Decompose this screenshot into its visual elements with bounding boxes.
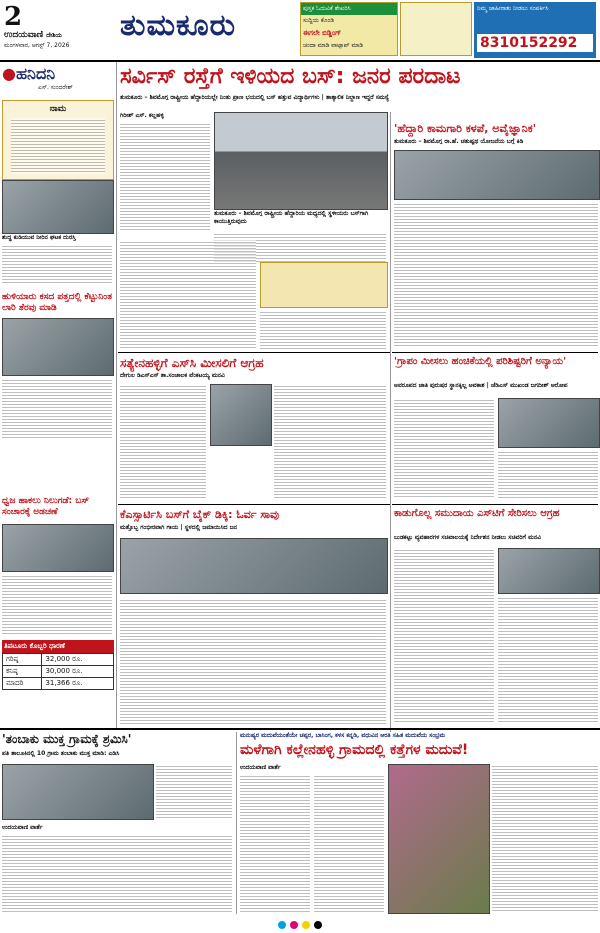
right2-text-right xyxy=(498,450,598,498)
lead-photo-caption: ತುಮಕೂರು – ಶಿವಮೊಗ್ಗ ರಾಷ್ಟ್ರೀಯ ಹೆದ್ದಾರಿಯ ಮಧ್ಯದಲ್ಲಿ ಸ್ಥಳೀಯರು ಬಸ್‌ಗಾಗಿ ಕಾಯುತ್ತಿರುವುದು xyxy=(214,210,369,225)
bottom-left-photo xyxy=(2,764,154,820)
table-row: ಕನಿಷ್ಠ 30,000 ರೂ. xyxy=(3,666,114,678)
right1-text xyxy=(394,202,598,348)
mid1-headline: ಸತ್ಯೇನಹಳ್ಳಿಗೆ ಎಸ್‌ಸಿ ಮೀಸಲಿಗೆ ಆಗ್ರಹ xyxy=(120,356,264,370)
sidebar-text-1 xyxy=(2,244,112,284)
lead-photo xyxy=(214,112,388,210)
lead-subheadline: ತುಮಕೂರು – ಶಿವಮೊಗ್ಗ ರಾಷ್ಟ್ರೀಯ ಹೆದ್ದಾರಿಯಲ್ಲೇ ನಿಂತು ಪ್ರಾಣ ಭಯದಲ್ಲಿ ಬಸ್ ಹತ್ತುವ ವಿದ್ಯಾರ್ಥಿಗಳು | ತಾತ್ಕಾಲಿಕ ನಿಲ್ದಾಣ ಇದ್ದರೆ ಸಮಸ್ಯೆ xyxy=(120,94,389,101)
sidebar-rule xyxy=(116,62,117,728)
right1-photo xyxy=(394,150,600,200)
lead-text-bottom2 xyxy=(260,310,386,350)
center-rule xyxy=(390,112,391,732)
right2-subheadline: ಅವರೂಪದ ಜಾತಿ ಪುರುಷರ ಸ್ಥಾನಕ್ಕಿಲ್ಲ ಅವಕಾಶ | ಜೆಡಿಎಸ್ ಮುಖಂಡ ಜಗದೀಶ್ ಆರೋಪ xyxy=(394,382,568,389)
bottom-right-headline: ಮಳೆಗಾಗಿ ಕಲ್ಲೇನಹಳ್ಳಿ ಗ್ರಾಮದಲ್ಲಿ ಕತ್ತೆಗಳ ಮದುವೆ! xyxy=(240,742,469,758)
sidebar-box: ನಾಮ xyxy=(2,100,114,180)
ad-banner-1[interactable]: ಪುಸ್ತಕ ಓದುವಿಕೆ ಶೇಖರಿಸಿ ಸುದ್ದಿಯ ಕೊಂಡಿ ಈಗಲೇ ಬಿಡ್ಡಿಂಗ್ ಚಂದಾ ಮಾಡಿ ವಾಟ್ಸಾಪ್ ಮಾಡಿ xyxy=(300,2,398,56)
sidebar-photo xyxy=(2,180,114,234)
right1-subheadline: ತುಮಕೂರು – ಶಿವಮೊಗ್ಗ ರಾ.ಹೆ. ಚತುಷ್ಪಥ ಯೋಜನೆಯ ಬಗ್ಗೆ ಕಿಡಿ xyxy=(394,138,524,145)
bottom-right-text-3 xyxy=(492,764,598,912)
mid2-headline: ಕೆಎಸ್ಸಾರ್ಟಿಸಿ ಬಸ್‌ಗೆ ಬೈಕ್ ಡಿಕ್ಕಿ: ಓರ್ವ ಸಾವು xyxy=(120,508,280,521)
sidebar-story2-photo xyxy=(2,318,114,376)
mid2-subheadline: ಮತ್ತೊಬ್ಬ ಗಂಭೀರವಾಗಿ ಗಾಯ | ಸ್ಥಳದಲ್ಲಿ ಜಮಾಯಿಸಿದ ಜನ xyxy=(120,524,238,531)
right3-subheadline: ಬುಡಕಟ್ಟು ವ್ಯವಹಾರಗಳ ಸಚಿವಾಲಯಕ್ಕೆ ನಿರ್ದೇಶನ ನೀಡಲು ಸಚಿವರಿಗೆ ಮನವಿ xyxy=(394,534,542,541)
bottom-left-dateline: ಉದಯವಾಣಿ ವಾರ್ತೆ xyxy=(2,824,43,831)
right2-photo xyxy=(498,398,600,448)
sidebar-photo-caption: ಶುದ್ಧ ಕುಡಿಯುವ ನೀರಿನ ಘಟಕ ದುರಸ್ತಿ xyxy=(2,234,76,241)
section-rule-3 xyxy=(118,504,390,505)
header-rule xyxy=(0,60,600,62)
bottom-left-text-right xyxy=(156,764,232,820)
mid1-text-left xyxy=(120,384,206,500)
lead-text-left xyxy=(120,122,210,232)
right1-headline: 'ಹೆದ್ದಾರಿ ಕಾಮಗಾರಿ ಕಳಪೆ, ಅವೈಜ್ಞಾನಿಕ' xyxy=(394,122,537,135)
registration-marks xyxy=(0,914,600,926)
sidebar-story3-photo xyxy=(2,524,114,572)
paper-name: ಉದಯವಾಣಿ ದೇಶಿಯ xyxy=(4,30,62,40)
sidebar-brand: ●ಹನಿದನಿ xyxy=(2,64,56,83)
mid1-subheadline: ದೇಗುಲ ಡಿಎಸ್‌ಎಸ್ ತಾ.ಸಂಚಾಲಕ ವೆಂಕಟಯ್ಯ ಮನವಿ xyxy=(120,372,225,379)
bottom-left-subheadline: ಪತಿ ತಾಲೂಕಿನಲ್ಲಿ 10 ಗ್ರಾಮ ತಂಬಾಕು ಮುಕ್ತ ಮಾಡಿ: ಎಡಿಸಿ xyxy=(2,750,120,757)
right3-text-right xyxy=(498,596,598,724)
bottom-right-photo xyxy=(388,764,490,914)
mid2-text xyxy=(120,598,386,724)
issue-date: ಮಂಗಳವಾರ, ಆಗಸ್ಟ್ 7, 2026 xyxy=(4,42,70,49)
edition-title: ತುಮಕೂರು xyxy=(120,8,237,43)
brand-mark-icon: ● xyxy=(2,64,16,83)
lead-highlight-box xyxy=(260,262,388,308)
table-row: ಮಾದರಿ 31,366 ರೂ. xyxy=(3,678,114,690)
ad-banner-3[interactable]: ನಿಮ್ಮ ಜಾಹೀರಾತು ನೀಡಲು ಸಂಪರ್ಕಿಸಿ 8310152292 xyxy=(474,2,596,58)
sidebar-byline: ಎಸ್. ಸುಂದರೇಶ್ xyxy=(38,84,73,91)
bottom-rule xyxy=(0,728,600,730)
mid1-text-right xyxy=(274,384,386,500)
mid1-photo xyxy=(210,384,272,446)
section-rule-1 xyxy=(118,352,390,353)
bottom-left-headline: 'ತಂಬಾಕು ಮುಕ್ತ ಗ್ರಾಮಕ್ಕೆ ಶ್ರಮಿಸಿ' xyxy=(2,732,132,746)
mid2-photo xyxy=(120,538,388,594)
section-rule-2 xyxy=(392,352,598,353)
bottom-right-text-1 xyxy=(240,774,310,912)
sidebar-text-3 xyxy=(2,574,112,634)
bottom-left-text xyxy=(2,834,232,912)
sidebar-story3-title: ಧ್ವಜ ಹಾಕಲು ನಿಲುಗಡೆ: ಬಸ್ ಸಂಚಾರಕ್ಕೆ ಅಡಚಣೆ xyxy=(2,496,90,517)
price-box: ತಿಪಟೂರು ಕೊಬ್ಬರಿ ಧಾರಣೆ ಗರಿಷ್ಠ 32,000 ರೂ. ಕನಿಷ್ಠ 30,000 ರೂ. ಮಾದರಿ 31,366 ರೂ. xyxy=(2,640,114,690)
sidebar-text-2 xyxy=(2,378,112,438)
bottom-right-text-2 xyxy=(314,774,384,912)
table-row: ಗರಿಷ್ಠ 32,000 ರೂ. xyxy=(3,654,114,666)
page-number: 2 xyxy=(4,2,23,32)
bottom-right-kicker: ಮನುಷ್ಯರ ಮದುವೆಯಂತೆಯೇ ಚಪ್ಪರ, ಬಾಸಿಂಗ, ಕಳಸ ಕನ್ನಡಿ, ವಧುವಿನ ಆರತಿ ಸಹಿತ ಮದುವೆಯ ಸಂಭ್ರಮ xyxy=(240,732,446,739)
sidebar-story2-title: ಹುಳಿಯಾರು ಕಸದ ಪತ್ತದಲ್ಲಿ ಕೆಟ್ಟುನಿಂತ ಲಾರಿ ತೆರವು ಮಾಡಿ xyxy=(2,292,112,313)
bottom-mid-rule xyxy=(236,732,237,914)
lead-headline: ಸರ್ವಿಸ್ ರಸ್ತೆಗೆ ಇಳಿಯದ ಬಸ್: ಜನರ ಪರದಾಟ xyxy=(120,64,461,89)
ad-banner-2[interactable] xyxy=(400,2,472,56)
bottom-right-dateline: ಉದಯವಾಣಿ ವಾರ್ತೆ xyxy=(240,764,281,771)
right3-photo xyxy=(498,548,600,594)
right3-text-left xyxy=(394,548,494,724)
lead-text-bottom xyxy=(120,240,256,350)
section-rule-4 xyxy=(392,504,598,505)
lead-byline: ಗಿರೀಶ್ ಎಸ್. ಕಲ್ಲಹಳ್ಳಿ xyxy=(120,112,164,119)
right2-headline: 'ಗ್ರಾಪಂ ಮೀಸಲು ಹಂಚಿಕೆಯಲ್ಲಿ ಪರಿಶಿಷ್ಟರಿಗೆ ಅನ್ಯಾಯ' xyxy=(394,356,567,367)
price-table xyxy=(2,653,114,690)
right2-text-left xyxy=(394,398,494,498)
right3-headline: ಕಾಡುಗೊಲ್ಲ ಸಮುದಾಯ ಎಸ್‌ಟಿಗೆ ಸೇರಿಸಲು ಆಗ್ರಹ xyxy=(394,508,560,519)
